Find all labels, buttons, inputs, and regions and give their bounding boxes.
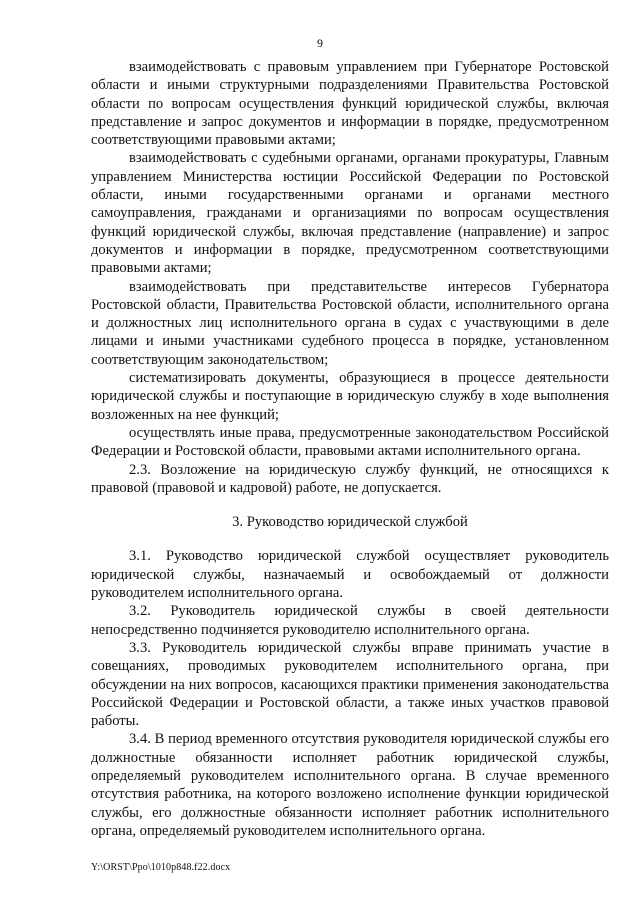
paragraph: взаимодействовать при представительстве интересов Губернатора Ростовской области, Правительства Ростовской области, исполнительного органа и должностных лиц исполнительного органа в судах с участвующими в деле лицами и иными участниками судебного процесса в порядке, установленном соответствующим законодательством; — [91, 278, 609, 368]
paragraph: осуществлять иные права, предусмотренные законодательством Российской Федерации и Ростовской области, правовыми актами исполнительного органа. — [91, 424, 609, 460]
page-number: 9 — [317, 36, 323, 50]
footer-file-path: Y:\ORST\Ppo\1010p848.f22.docx — [91, 862, 231, 873]
paragraph: взаимодействовать с судебными органами, органами прокуратуры, Главным управлением Министерства юстиции Российской Федерации по Ростовской области, иными государственными органами и органами местного самоуправления, гражданами и организациями по вопросам осуществления функций юридической службы, включая представление (направление) и запрос документов и информации в порядке, предусмотренном соответствующими правовыми актами; — [91, 150, 609, 277]
document-body — [91, 58, 609, 840]
section-heading: 3. Руководство юридической службой — [232, 514, 468, 531]
paragraph: взаимодействовать с правовым управлением при Губернаторе Ростовской области и иными структурными подразделениями Правительства Ростовской области по вопросам осуществления функций юридической службы, включая представление и запрос документов и информации в порядке, предусмотренном соответствующими правовыми актами; — [91, 59, 609, 149]
paragraph: 3.2. Руководитель юридической службы в своей деятельности непосредственно подчиняется руководителю исполнительного органа. — [91, 603, 609, 638]
paragraph: 3.3. Руководитель юридической службы вправе принимать участие в совещаниях, проводимых руководителем исполнительного органа, при обсуждении на них вопросов, касающихся практики применения законодательства Российской Федерации и Ростовской области, а также иных участков правовой работы. — [91, 639, 609, 730]
paragraph: 3.4. В период временного отсутствия руководителя юридической службы его должностные обязанности исполняет работник юридической службы, определяемый руководителем исполнительного органа. В случае временного отсутствия работника, на которого возложено исполнение функции юридической службы, его должностные обязанности исполняет работник исполнительного органа, определяемый руководителем исполнительного органа. — [91, 731, 609, 839]
paragraph: 2.3. Возложение на юридическую службу функций, не относящихся к правовой (правовой и кадровой) работе, не допускается. — [91, 461, 609, 496]
paragraph: 3.1. Руководство юридической службой осуществляет руководитель юридической службы, назначаемый и освобождаемый от должности руководителем исполнительного органа. — [91, 548, 609, 602]
paragraph: систематизировать документы, образующиеся в процессе деятельности юридической службы и поступающие в юридическую службу в ходе выполнения возложенных на нее функций; — [91, 370, 609, 423]
